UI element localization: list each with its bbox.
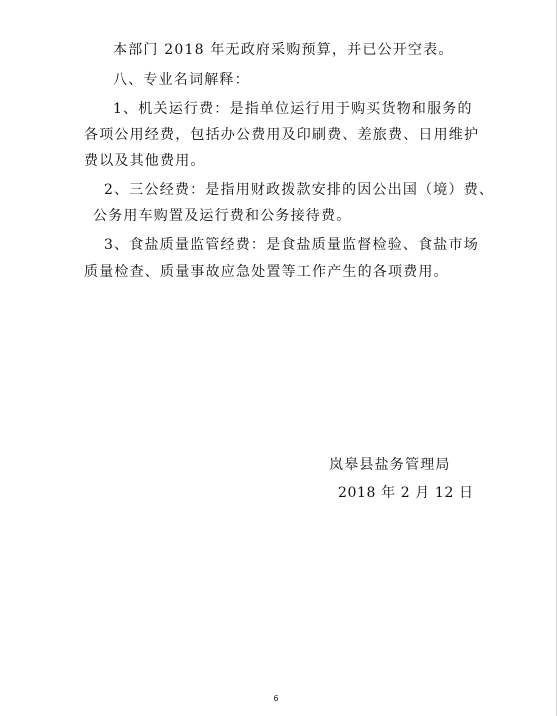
term-1-line-3: 费以及其他费用。 [84,153,206,169]
signature-date: 2018 年 2 月 12 日 [338,485,474,501]
term-1-line-2: 各项公用经费，包括办公费用及印刷费、差旅费、日用维护 [84,127,480,143]
paragraph-procurement-budget: 本部门 2018 年无政府采购预算，并已公开空表。 [113,42,454,58]
term-2-line-1: 2、三公经费：是指用财政拨款安排的因公出国（境）费、 [104,182,495,198]
signature-organization: 岚皋县盐务管理局 [329,457,451,473]
term-1-line-1: 1、机关运行费：是指单位运行用于购买货物和服务的 [113,101,473,117]
section-heading-terms: 八、专业名词解释： [113,72,250,88]
term-3-line-2: 质量检查、质量事故应急处置等工作产生的各项费用。 [84,264,449,280]
term-2-line-2: 公务用车购置及运行费和公务接待费。 [93,208,352,224]
term-3-line-1: 3、食盐质量监管经费：是食盐质量监督检验、食盐市场 [104,237,479,253]
page-number: 6 [273,694,279,703]
